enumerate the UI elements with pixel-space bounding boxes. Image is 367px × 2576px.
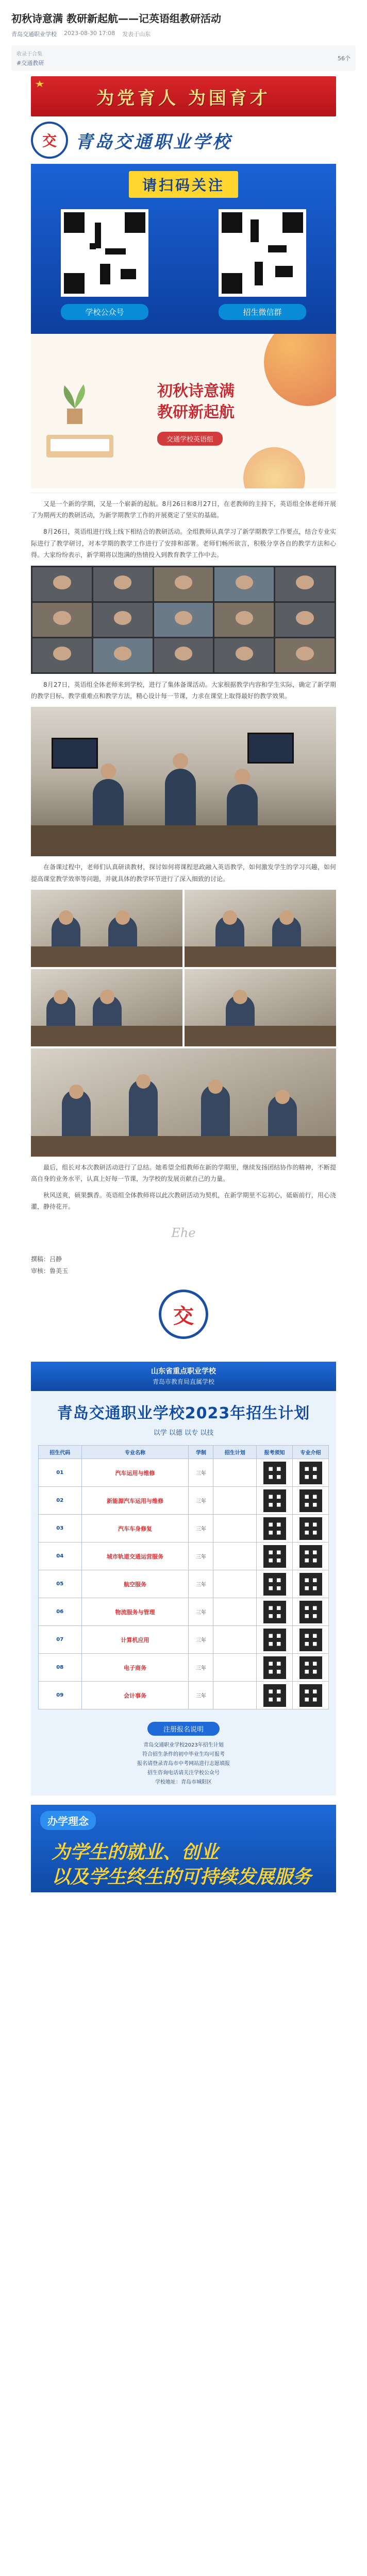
- logo-text: 交: [42, 132, 57, 149]
- qr-code-cell[interactable]: [293, 1570, 329, 1598]
- major-name: 汽车车身修复: [81, 1515, 189, 1543]
- publish-location: 发表于山东: [122, 31, 151, 38]
- enrollment-quota: [213, 1487, 257, 1515]
- qr-code-icon[interactable]: [299, 1573, 322, 1596]
- qr-code-official-account[interactable]: [61, 209, 148, 297]
- major-name: 航空服务: [81, 1570, 189, 1598]
- qr-caption-admission-group: 招生微信群: [219, 304, 306, 320]
- account-link[interactable]: 青岛交通职业学校: [11, 31, 57, 38]
- table-header-row: [39, 1446, 329, 1459]
- discussion-photo[interactable]: [31, 969, 182, 1046]
- qr-code-cell[interactable]: [293, 1682, 329, 1709]
- qr-code-cell[interactable]: [257, 1598, 293, 1626]
- study-length: 三年: [189, 1487, 213, 1515]
- credential-line-1: 山东省重点职业学校: [151, 1367, 216, 1376]
- collection-label: 收录于合集: [16, 52, 42, 57]
- school-header: [31, 122, 336, 159]
- column-header: 招生代码: [39, 1446, 82, 1459]
- qr-code-cell[interactable]: [293, 1654, 329, 1682]
- qr-code-cell[interactable]: [257, 1626, 293, 1654]
- enrollment-quota: [213, 1626, 257, 1654]
- qr-code-cell[interactable]: [257, 1515, 293, 1543]
- plant-icon: [52, 380, 98, 427]
- qr-code-icon[interactable]: [263, 1684, 286, 1707]
- registration-notes: [31, 1717, 336, 1795]
- qr-code-cell[interactable]: [257, 1459, 293, 1487]
- enrollment-quota: [213, 1654, 257, 1682]
- enrollment-quota: [213, 1682, 257, 1709]
- study-length: 三年: [189, 1654, 213, 1682]
- enrollment-quota: [213, 1543, 257, 1570]
- table-row: [39, 1543, 329, 1570]
- major-name: 电子商务: [81, 1654, 189, 1682]
- poster-headline-line1: 初秋诗意满: [157, 382, 235, 400]
- qr-code-cell[interactable]: [293, 1543, 329, 1570]
- note-line: 报名请登录青岛市中考网站进行志愿填报: [137, 1761, 230, 1767]
- column-header: 专业名称: [81, 1446, 189, 1459]
- lesson-preparation-photo[interactable]: [31, 707, 336, 856]
- major-code: 09: [39, 1682, 82, 1709]
- table-row: [39, 1598, 329, 1626]
- qr-code-cell[interactable]: [257, 1570, 293, 1598]
- qr-code-cell[interactable]: [257, 1654, 293, 1682]
- major-code: 01: [39, 1459, 82, 1487]
- enrollment-quota: [213, 1459, 257, 1487]
- qr-code-icon[interactable]: [263, 1629, 286, 1651]
- signature-mark: Ehe: [171, 1226, 196, 1241]
- poster-headline: [157, 381, 235, 423]
- qr-code-cell[interactable]: [293, 1515, 329, 1543]
- study-length: 三年: [189, 1682, 213, 1709]
- qr-code-icon[interactable]: [263, 1489, 286, 1512]
- article-paragraph: 8月26日，英语组进行线上线下相结合的教研活动。全组教师认真学习了新学期教学工作要点，结合专业实际进行了教学研讨，对本学期的教学工作进行了安排和部署。老师们畅所欲言，积极分享各自的教学方法和心得。大家纷纷表示，新学期将以饱满的热情投入到教育教学工作中去。: [31, 528, 336, 558]
- collection-chip[interactable]: [11, 45, 356, 71]
- qr-code-cell[interactable]: [293, 1626, 329, 1654]
- column-header: 学制: [189, 1446, 213, 1459]
- qr-code-icon[interactable]: [299, 1601, 322, 1623]
- qr-code-icon[interactable]: [299, 1517, 322, 1540]
- major-name: 新能源汽车运用与维修: [81, 1487, 189, 1515]
- note-line: 符合招生条件的初中毕业生均可报考: [142, 1752, 225, 1758]
- article-paragraph: 在备课过程中，老师们认真研读教材，探讨如何将课程思政融入英语教学，如何激发学生的学习兴趣，如何提高课堂教学效率等问题，并就具体的教学环节进行了深入细致的讨论。: [31, 863, 336, 883]
- study-length: 三年: [189, 1515, 213, 1543]
- major-code: 05: [39, 1570, 82, 1598]
- notes-title: 注册报名说明: [147, 1722, 220, 1736]
- banner-slogan: 为党育人 为国育才: [96, 88, 271, 109]
- qr-code-icon[interactable]: [263, 1601, 286, 1623]
- qr-code-icon[interactable]: [263, 1517, 286, 1540]
- collection-count: 56个: [338, 55, 351, 62]
- major-code: 08: [39, 1654, 82, 1682]
- qr-code-icon[interactable]: [263, 1656, 286, 1679]
- table-row: [39, 1515, 329, 1543]
- philosophy-line-1: 为学生的就业、创业: [52, 1841, 219, 1863]
- table-row: [39, 1626, 329, 1654]
- article-paragraph: 秋风送爽，硕果飘香。英语组全体教师将以此次教研活动为契机，在新学期里不忘初心，砥砺前行，用心浇灌，静待花开。: [31, 1192, 336, 1211]
- article-paragraph: 8月27日，英语组全体老师来到学校，进行了集体备课活动。大家根据教学内容和学生实际，确定了新学期的教学目标、教学重难点和教学方法，精心设计每一节课，力求在课堂上取得最好的教学效果。: [31, 681, 336, 700]
- study-length: 三年: [189, 1459, 213, 1487]
- study-length: 三年: [189, 1598, 213, 1626]
- qr-code-icon[interactable]: [299, 1684, 322, 1707]
- qr-code-icon[interactable]: [263, 1462, 286, 1484]
- table-row: [39, 1487, 329, 1515]
- qr-code-cell[interactable]: [257, 1487, 293, 1515]
- study-length: 三年: [189, 1570, 213, 1598]
- major-code: 06: [39, 1598, 82, 1626]
- note-line: 青岛交通职业学校2023年招生计划: [143, 1742, 224, 1749]
- editor-credit: 撰稿：吕静: [31, 1256, 62, 1263]
- discussion-photo[interactable]: [31, 890, 182, 967]
- major-name: 计算机应用: [81, 1626, 189, 1654]
- table-row: [39, 1654, 329, 1682]
- admission-title: 青岛交通职业学校2023年招生计划: [57, 1404, 310, 1423]
- major-name: 会计事务: [81, 1682, 189, 1709]
- reviewer-credit: 审核：鲁美玉: [31, 1267, 69, 1275]
- note-line: 学校地址：青岛市城阳区: [155, 1780, 212, 1786]
- column-header: 招生计划: [213, 1446, 257, 1459]
- poster-headline-line2: 教研新起航: [157, 403, 235, 421]
- enrollment-quota: [213, 1598, 257, 1626]
- major-code: 04: [39, 1543, 82, 1570]
- article-paragraph: 最后，组长对本次教研活动进行了总结。她希望全组教师在新的学期里，继续发扬团结协作的精神，不断提高自身的业务水平，认真上好每一节课，为学校的发展贡献自己的力量。: [31, 1163, 336, 1182]
- admission-header: [31, 1290, 336, 1362]
- credential-line-2: 青岛市教育局直属学校: [152, 1378, 214, 1386]
- admission-plan-table-wrap: [31, 1441, 336, 1717]
- school-credentials: [31, 1362, 336, 1391]
- online-meeting-photo[interactable]: [31, 566, 336, 674]
- autumn-leaves-decoration: [264, 334, 336, 406]
- school-logo: 交: [159, 1290, 208, 1339]
- article-paragraph: 又是一个新的学期，又是一个崭新的起航。8月26日和8月27日，在老教师的主持下，英语组全体老师开展了为期两天的教研活动，为新学期教学工作的开展奠定了坚实的基础。: [31, 500, 336, 519]
- qr-code-icon[interactable]: [299, 1629, 322, 1651]
- qr-code-icon[interactable]: [299, 1656, 322, 1679]
- major-code: 02: [39, 1487, 82, 1515]
- autumn-leaves-decoration: [243, 447, 305, 488]
- discussion-photo[interactable]: [185, 890, 336, 967]
- qr-code-cell[interactable]: [293, 1459, 329, 1487]
- group-meeting-photo[interactable]: [31, 1048, 336, 1157]
- major-code: 07: [39, 1626, 82, 1654]
- study-length: 三年: [189, 1543, 213, 1570]
- philosophy-title: 办学理念: [40, 1811, 96, 1830]
- article-meta: [0, 30, 367, 45]
- poster-tag: 交通学校英语组: [157, 432, 223, 446]
- qr-code-cell[interactable]: [257, 1543, 293, 1570]
- qr-code-icon[interactable]: [263, 1573, 286, 1596]
- qr-code-icon[interactable]: [299, 1462, 322, 1484]
- qr-code-cell[interactable]: [293, 1598, 329, 1626]
- philosophy-line-2: 以及学生终生的可持续发展服务: [52, 1866, 312, 1888]
- major-name: 汽车运用与维修: [81, 1459, 189, 1487]
- article-cover-poster: [31, 334, 336, 488]
- major-name: 城市轨道交通运营服务: [81, 1543, 189, 1570]
- note-line: 招生咨询电话请关注学校公众号: [147, 1770, 220, 1776]
- qr-code-icon[interactable]: [299, 1489, 322, 1512]
- article-credits: [31, 1253, 336, 1277]
- follow-panel: [31, 164, 336, 334]
- discussion-photo[interactable]: [185, 969, 336, 1046]
- qr-code-cell[interactable]: [293, 1487, 329, 1515]
- qr-code-cell[interactable]: [257, 1682, 293, 1709]
- major-name: 物流服务与管理: [81, 1598, 189, 1626]
- enrollment-quota: [213, 1515, 257, 1543]
- enrollment-quota: [213, 1570, 257, 1598]
- column-header: 报考须知: [257, 1446, 293, 1459]
- admission-plan-table: [38, 1445, 329, 1709]
- admission-subtitle: 以学 以德 以专 以技: [153, 1429, 214, 1437]
- open-book-icon: [46, 435, 113, 457]
- admission-title-block: [31, 1391, 336, 1441]
- star-icon: [35, 80, 44, 88]
- table-row: [39, 1459, 329, 1487]
- article-title: 初秋诗意满 教研新起航——记英语组教研活动: [11, 12, 221, 25]
- qr-code-icon[interactable]: [299, 1545, 322, 1568]
- column-header: 专业介绍: [293, 1446, 329, 1459]
- study-length: 三年: [189, 1626, 213, 1654]
- qr-code-icon[interactable]: [263, 1545, 286, 1568]
- table-row: [39, 1570, 329, 1598]
- school-logo: [31, 122, 68, 159]
- school-philosophy-banner: [31, 1805, 336, 1892]
- collection-tag[interactable]: #交通教研: [16, 60, 44, 66]
- qr-code-admission-group[interactable]: [219, 209, 306, 297]
- publish-date: 2023-08-30 17:08: [64, 30, 115, 37]
- major-code: 03: [39, 1515, 82, 1543]
- table-row: [39, 1682, 329, 1709]
- school-name: 青岛交通职业学校: [75, 131, 232, 152]
- slogan-banner: [31, 76, 336, 116]
- teaching-discussion-photos: [31, 890, 336, 1157]
- qr-caption-official-account: 学校公众号: [61, 304, 148, 320]
- collection-info: [16, 49, 44, 67]
- follow-title: 请扫码关注: [129, 171, 238, 198]
